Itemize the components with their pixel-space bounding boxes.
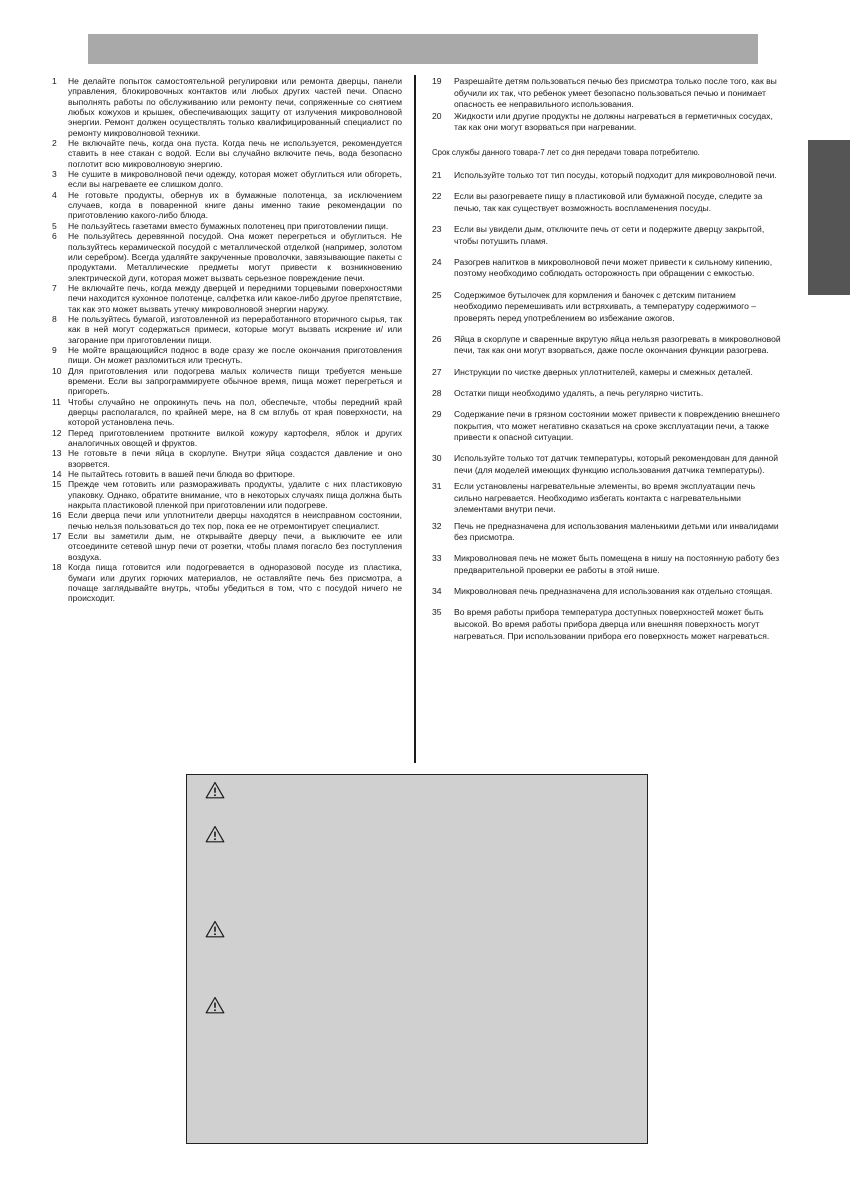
list-item: [432, 224, 782, 247]
right-top-list: [432, 76, 782, 134]
item-text: Прежде чем готовить или размораживать продукты, удалите с них пластиковую упаковку. Однако, обратите внимание, что в некоторых случаях пища должна быть накрыта пластиковой пленкой при приготовлении или подогреве.: [68, 479, 402, 511]
item-text: Не включайте печь, когда между дверцей и передними торцевыми поверхностями печи находится кухонное полотенце, салфетка или какое-либо другое препятствие, так как это может вызвать утечку микроволновой энергии наружу.: [68, 282, 402, 314]
item-text: Содержимое бутылочек для кормления и баночек с детским питанием необходимо перемешивать или встряхивать, а температуру содержимого – проверять перед употреблением во избежание ожогов.: [454, 289, 757, 323]
item-number: 34: [432, 586, 442, 597]
left-column: [52, 76, 402, 604]
item-number: 17: [52, 531, 62, 542]
item-number: 22: [432, 191, 442, 202]
item-number: 19: [432, 76, 442, 86]
item-text: Яйца в скорлупе и сваренные вкрутую яйца нельзя разогревать в микроволновой печи, так как они могут взорваться, даже после окончания функции разогрева.: [454, 333, 781, 356]
item-number: 14: [52, 469, 62, 480]
item-number: 26: [432, 333, 442, 344]
item-text: Используйте только тот тип посуды, который подходит для микроволновой печи.: [454, 169, 777, 180]
item-text: Не включайте печь, когда она пуста. Когда печь не используется, рекомендуется ставить в нее стакан с водой. Если вы случайно включите печь, вода безопасно поглотит всю микроволновую энергию.: [68, 138, 402, 169]
item-number: 13: [52, 448, 62, 459]
right-list: [432, 170, 782, 642]
item-text: Микроволновая печь предназначена для использования как отдельно стоящая.: [454, 586, 773, 597]
item-number: 21: [432, 169, 442, 180]
item-text: Не готовьте продукты, обернув их в бумажные полотенца, за исключением случаев, когда в поваренной книге даны именно такие рекомендации по приготовлению какого-либо блюда.: [68, 189, 402, 221]
list-item: [52, 562, 402, 603]
item-number: 11: [52, 396, 61, 407]
item-number: 20: [432, 110, 442, 121]
list-item: [432, 257, 782, 280]
item-number: 33: [432, 553, 442, 564]
list-item: [432, 111, 782, 134]
item-text: Для приготовления или подогрева малых количеств пищи требуется меньше времени. Если вы запрограммируете обычное время, пища может перегреться и пригореть.: [68, 365, 402, 397]
item-number: 12: [52, 427, 62, 438]
right-column: [432, 76, 782, 652]
list-item: [432, 76, 782, 111]
list-item: [52, 428, 402, 449]
list-item: [52, 531, 402, 562]
item-text: Не пользуйтесь бумагой, изготовленной из переработанного вторичного сырья, так как в ней могут содержаться примеси, которые могут вызвать искрение и/ или загорание при приготовлении пищи.: [68, 313, 402, 345]
item-number: 18: [52, 562, 62, 573]
item-text: Содержание печи в грязном состоянии может привести к повреждению внешнего покрытия, что может негативно сказаться на сроке эксплуатации печи, а также привести к опасной ситуации.: [454, 409, 780, 443]
item-text: Разогрев напитков в микроволновой печи может привести к сильному кипению, поэтому необходимо соблюдать осторожность при обращении с емкостью.: [454, 256, 773, 279]
item-number: 1: [52, 76, 57, 86]
item-text: Не пытайтесь готовить в вашей печи блюда во фритюре.: [68, 469, 295, 480]
list-item: [52, 283, 402, 314]
item-number: 31: [432, 481, 442, 492]
item-text: Перед приготовлением проткните вилкой кожуру картофеля, яблок и других аналогичных овощей и фруктов.: [68, 427, 402, 449]
list-item: [52, 345, 402, 366]
warning-triangle-icon: [205, 996, 225, 1014]
item-text: Чтобы случайно не опрокинуть печь на пол, обеспечьте, чтобы передний край дверцы располагался, по крайней мере, на 8 см вглубь от края поверхности, на которой установлена печь.: [68, 396, 402, 428]
item-number: 4: [52, 189, 57, 200]
item-number: 10: [52, 365, 62, 376]
item-text: Разрешайте детям пользоваться печью без присмотра только после того, как вы обучили их так, что ребенок умеет безопасно пользоваться печью и понимает опасность ее неправильного использования.: [454, 76, 777, 110]
list-item: [52, 138, 402, 169]
item-number: 7: [52, 282, 57, 293]
list-item: [432, 191, 782, 214]
list-item: [432, 453, 782, 476]
item-text: Если вы разогреваете пищу в пластиковой или бумажной посуде, следите за печью, так как существует возможность воспламенения посуды.: [454, 191, 763, 213]
item-text: Когда пища готовится или подогревается в одноразовой посуде из пластика, бумаги или других горючих материалов, не оставляйте печь без присмотра, а почаще заглядывайте внутрь, чтобы убедиться в том, что с посудой ничего не происходит.: [68, 562, 402, 604]
service-life-note: Срок службы данного товара-7 лет со дня передачи товара потребителю.: [432, 147, 700, 157]
item-text: Не пользуйтесь деревянной посудой. Она может перегреться и обуглиться. Не пользуйтесь керамической посудой с металлической отделкой (например, золотом или серебром). Всегда удаляйте закрученные проволочки, завязывающие пакеты с продуктами. Металлические предметы могут привести к возникновению электрической дуги, которая может вызвать серьезное повреждение печи.: [68, 231, 402, 283]
list-item: [52, 314, 402, 345]
item-text: Если вы увидели дым, отключите печь от сети и подержите дверцу закрытой, чтобы потушить пламя.: [454, 223, 765, 246]
list-item: [52, 231, 402, 283]
item-text: Не пользуйтесь газетами вместо бумажных полотенец при приготовлении пищи.: [68, 220, 389, 231]
item-text: Микроволновая печь не может быть помещена в нишу на постоянную работу без предварительной проверки ее работы в этой нише.: [454, 553, 780, 575]
item-text: Не делайте попыток самостоятельной регулировки или ремонта дверцы, панели управления, блокировочных контактов или любых других частей печи. Опасно выполнять работы по обслуживанию или ремонту печи, сопряженные со снятием любых кожухов и крышек, обеспечивающих защиту от излучения микроволновой энергии. Ремонт должен осуществлять только квалифицированный специалист по ремонту микроволновой техники.: [68, 76, 402, 138]
warning-triangle-icon: [205, 781, 225, 799]
item-text: Остатки пищи необходимо удалять, а печь регулярно чистить.: [454, 387, 704, 398]
item-number: 32: [432, 520, 442, 531]
item-text: Жидкости или другие продукты не должны нагреваться в герметичных сосудах, так как они могут взорваться при нагревании.: [454, 110, 773, 133]
list-item: [52, 366, 402, 397]
item-text: Если установлены нагревательные элементы, во время эксплуатации печь сильно нагревается. Необходимо избегать контакта с нагревательными элементами внутри печи.: [454, 481, 756, 515]
item-number: 29: [432, 409, 442, 420]
list-item: [52, 479, 402, 510]
item-number: 27: [432, 366, 442, 377]
list-item: [432, 607, 782, 642]
item-number: 28: [432, 387, 442, 398]
item-number: 3: [52, 169, 57, 180]
item-number: 8: [52, 313, 57, 324]
list-item: [52, 397, 402, 428]
item-text: Если дверца печи или уплотнители дверцы находятся в неисправном состоянии, печью нельзя пользоваться до тех пор, пока ее не отремонтирует специалист.: [68, 510, 402, 531]
column-divider: [414, 75, 416, 763]
item-text: Используйте только тот датчик температуры, который рекомендован для данной печи (для моделей имеющих функцию использования датчика температуры).: [454, 453, 779, 475]
item-number: 6: [52, 231, 57, 242]
warning-triangle-icon: [205, 825, 225, 843]
list-item: [52, 469, 402, 479]
list-item: [432, 367, 782, 379]
item-text: Если вы заметили дым, не открывайте дверцу печи, а выключите ее или отсоедините сетевой шнур печи от розетки, чтобы пламя погасло без поступления воздуха.: [68, 531, 402, 562]
list-item: [432, 409, 782, 444]
item-number: 15: [52, 479, 62, 490]
item-number: 35: [432, 607, 442, 618]
list-item: [52, 190, 402, 221]
item-number: 2: [52, 138, 57, 149]
item-text: Печь не предназначена для использования маленькими детьми или инвалидами без присмотра.: [454, 520, 779, 543]
item-text: Инструкции по чистке дверных уплотнителей, камеры и смежных деталей.: [454, 366, 753, 377]
item-number: 23: [432, 223, 442, 234]
item-number: 5: [52, 220, 57, 231]
list-item: [432, 521, 782, 544]
list-item: [432, 334, 782, 357]
header-bar: [88, 34, 758, 64]
item-number: 25: [432, 289, 442, 300]
item-number: 30: [432, 453, 442, 464]
item-number: 24: [432, 256, 442, 267]
item-text: Не мойте вращающийся поднос в воде сразу же после окончания приготовления пищи. Он может разломиться или треснуть.: [68, 344, 402, 366]
section-tab: [808, 140, 850, 295]
list-item: [52, 169, 402, 190]
warning-triangle-icon: [205, 920, 225, 938]
list-item: [432, 586, 782, 598]
item-text: Во время работы прибора температура доступных поверхностей может быть высокой. Во время работы прибора дверца или внешняя поверхность могут нагреваться. При использовании прибора его поверхность может нагреваться.: [454, 607, 770, 641]
warning-box: [186, 774, 648, 1144]
list-item: [52, 510, 402, 531]
list-item: [432, 388, 782, 400]
list-item: [432, 290, 782, 325]
list-item: [432, 170, 782, 182]
item-number: 16: [52, 510, 62, 521]
list-item: [52, 448, 402, 469]
list-item: [432, 553, 782, 576]
list-item: [52, 76, 402, 138]
list-item: [432, 481, 782, 516]
item-text: Не сушите в микроволновой печи одежду, которая может обуглиться или обгореть, если вы нагреваете ее слишком долго.: [68, 169, 402, 190]
list-item: [52, 221, 402, 231]
item-text: Не готовьте в печи яйца в скорлупе. Внутри яйца создастся давление и оно взорвется.: [68, 448, 402, 469]
item-number: 9: [52, 344, 57, 355]
